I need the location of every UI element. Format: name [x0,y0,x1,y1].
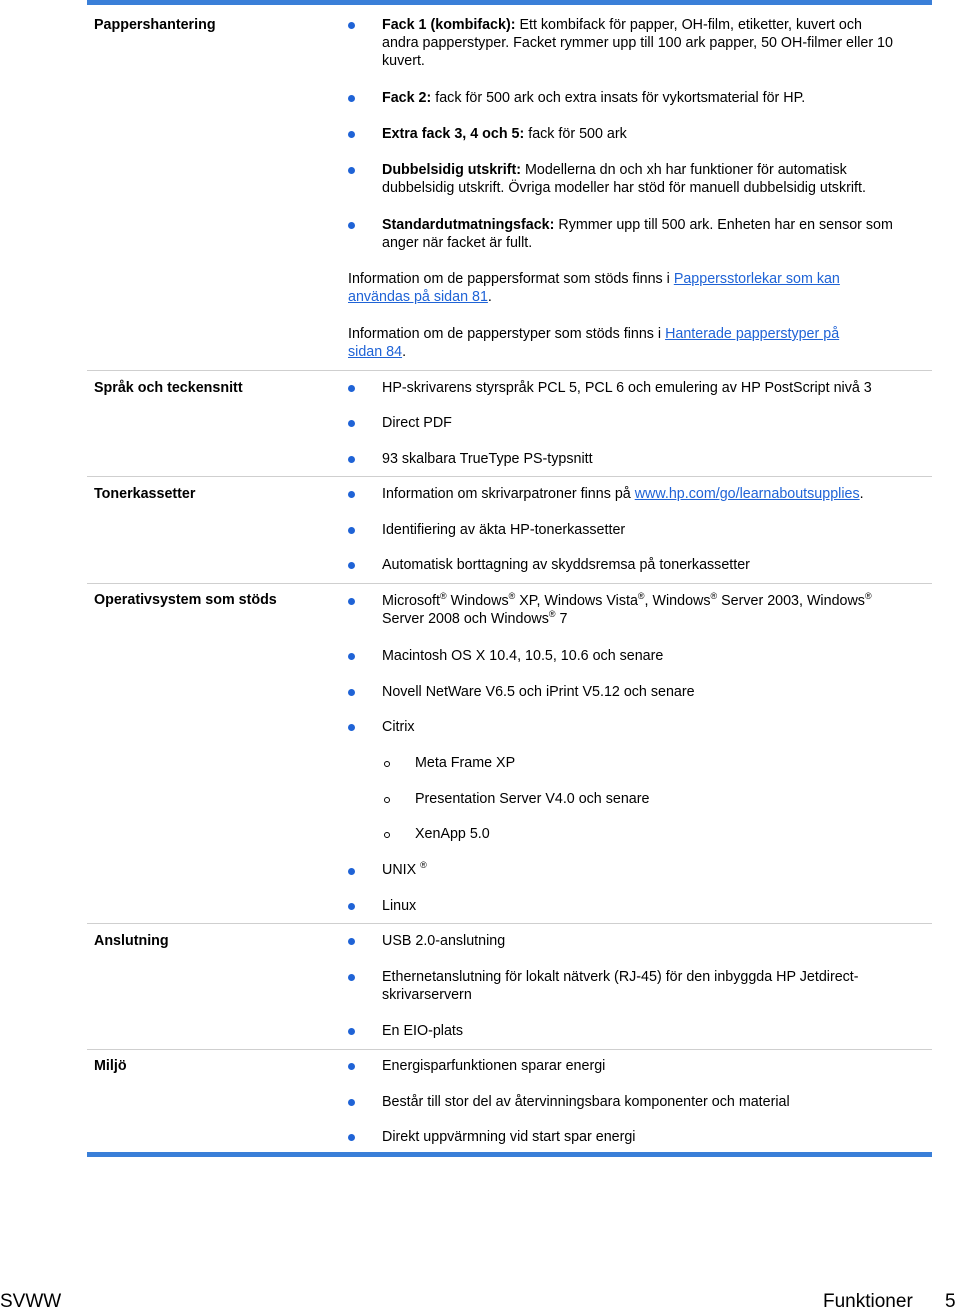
bullet-icon [348,131,355,138]
footer-page-number: 5 [945,1291,956,1312]
list-item: USB 2.0-anslutning [382,933,506,949]
list-item: 93 skalbara TrueType PS-typsnitt [382,451,593,467]
list-item: Linux [382,898,417,914]
row-label-languages: Språk och teckensnitt [94,380,243,396]
row-label-connectivity: Anslutning [94,933,169,949]
list-item: Ethernetanslutning för lokalt nätverk (RJ-45) för den inbyggda HP Jetdirect-skrivarservern [382,969,859,1003]
bullet-icon [348,974,355,981]
top-rule [87,0,932,5]
row-label-environment: Miljö [94,1058,127,1074]
list-item: HP-skrivarens styrspråk PCL 5, PCL 6 och emulering av HP PostScript nivå 3 [382,380,872,396]
list-item: Fack 1 (kombifack): Ett kombifack för papper, OH-film, etiketter, kuvert och andra papperstyper. Facket rymmer upp till 100 ark papper, 50 OH-filmer eller 10 kuvert. [382,17,893,69]
sub-list-item: XenApp 5.0 [415,826,490,842]
footer-doc-id: SVWW [0,1291,62,1312]
list-item: Direct PDF [382,415,452,431]
sub-bullet-icon [384,797,390,803]
list-item: Microsoft® Windows® XP, Windows Vista®, Windows® Server 2003, Windows® Server 2008 och Windows® 7 [382,591,872,627]
bullet-icon [348,1063,355,1070]
bullet-icon [348,562,355,569]
row-label-toner: Tonerkassetter [94,486,196,502]
row-separator [87,370,932,371]
sub-bullet-icon [384,832,390,838]
row-separator [87,476,932,477]
bullet-icon [348,222,355,229]
list-item: Information om skrivarpatroner finns på www.hp.com/go/learnaboutsupplies. [382,486,864,502]
supplies-link[interactable]: www.hp.com/go/learnaboutsupplies [634,486,860,502]
bullet-icon [348,420,355,427]
list-item: Dubbelsidig utskrift: Modellerna dn och xh har funktioner för automatisk dubbelsidig utskrift. Övriga modeller har stöd för manuell dubbelsidig utskrift. [382,162,866,196]
info-paragraph: Information om de papperstyper som stöds finns i Hanterade papperstyper på sidan 84. [348,326,840,360]
sub-list-item: Presentation Server V4.0 och senare [415,791,650,807]
bullet-icon [348,385,355,392]
bullet-icon [348,22,355,29]
bullet-icon [348,1099,355,1106]
list-item: Macintosh OS X 10.4, 10.5, 10.6 och senare [382,648,664,664]
bullet-icon [348,1028,355,1035]
list-item: Identifiering av äkta HP-tonerkassetter [382,522,626,538]
bullet-icon [348,724,355,731]
list-item: Fack 2: fack för 500 ark och extra insats för vykortsmaterial för HP. [382,90,806,106]
bullet-icon [348,456,355,463]
list-item: Citrix [382,719,415,735]
list-item: UNIX ® [382,860,427,878]
bullet-icon [348,868,355,875]
list-item: Standardutmatningsfack: Rymmer upp till 500 ark. Enheten har en sensor som anger när facket är fullt. [382,217,893,251]
footer-section: Funktioner [823,1291,913,1312]
bullet-icon [348,938,355,945]
bullet-icon [348,689,355,696]
list-item: Energisparfunktionen sparar energi [382,1058,606,1074]
list-item: Består till stor del av återvinningsbara komponenter och material [382,1094,790,1110]
list-item: Automatisk borttagning av skyddsremsa på tonerkassetter [382,557,750,573]
list-item: En EIO-plats [382,1023,464,1039]
bullet-icon [348,491,355,498]
bullet-icon [348,527,355,534]
bullet-icon [348,1134,355,1141]
list-item: Direkt uppvärmning vid start spar energi [382,1129,636,1145]
bullet-icon [348,903,355,910]
sub-bullet-icon [384,761,390,767]
paper-sizes-link[interactable]: Pappersstorlekar som kan användas på sidan 81 [348,271,840,305]
paper-types-link[interactable]: Hanterade papperstyper på sidan 84 [348,326,840,360]
row-separator [87,923,932,924]
info-paragraph: Information om de pappersformat som stöds finns i Pappersstorlekar som kan användas på sidan 81. [348,271,840,305]
list-item: Extra fack 3, 4 och 5: fack för 500 ark [382,126,627,142]
bullet-icon [348,598,355,605]
bottom-rule [87,1152,932,1157]
row-separator [87,583,932,584]
bullet-icon [348,167,355,174]
list-item: Novell NetWare V6.5 och iPrint V5.12 och senare [382,684,695,700]
bullet-icon [348,95,355,102]
bullet-icon [348,653,355,660]
row-label-paper-handling: Pappershantering [94,17,216,33]
sub-list-item: Meta Frame XP [415,755,516,771]
row-separator [87,1049,932,1050]
row-label-os: Operativsystem som stöds [94,592,277,608]
